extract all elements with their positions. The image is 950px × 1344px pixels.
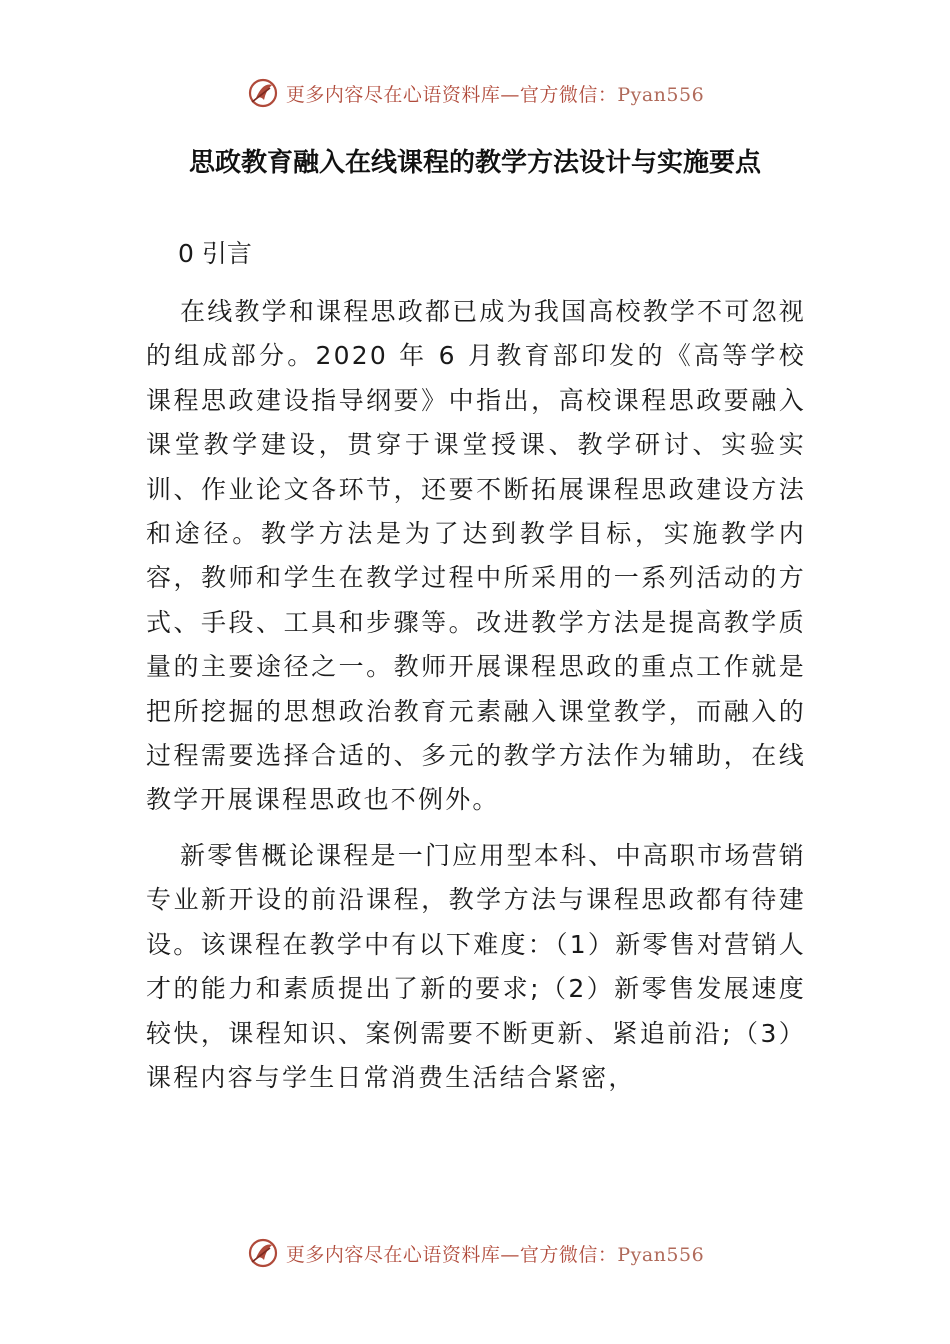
header-banner-text	[286, 80, 704, 107]
header-banner	[0, 76, 950, 110]
paragraph: 新零售概论课程是一门应用型本科、中高职市场营销专业新开设的前沿课程，教学方法与课程思政都有待建设。该课程在教学中有以下难度：（1）新零售对营销人才的能力和素质提出了新的要求;（2）新零售发展速度较快，课程知识、案例需要不断更新、紧追前沿;（3）课程内容与学生日常消费生活结合紧密，	[146, 841, 806, 1093]
paragraph: 在线教学和课程思政都已成为我国高校教学不可忽视的组成部分。2020 年 6 月教育部印发的《高等学校课程思政建设指导纲要》中指出，高校课程思政要融入课堂教学建设，贯穿于课堂授课、教学研讨、实验实训、作业论文各环节，还要不断拓展课程思政建设方法和途径。教学方法是为了达到教学目标，实施教学内容，教师和学生在教学过程中所采用的一系列活动的方式、手段、工具和步骤等。改进教学方法是提高教学质量的主要途径之一。教师开展课程思政的重点工作就是把所挖掘的思想政治教育元素融入课堂教学，而融入的过程需要选择合适的、多元的教学方法作为辅助，在线教学开展课程思政也不例外。	[146, 297, 806, 815]
brand-logo-icon	[246, 76, 280, 110]
document-title: 思政教育融入在线课程的教学方法设计与实施要点	[188, 148, 761, 178]
footer-banner-label: 更多内容尽在心语资料库—官方微信：	[285, 1243, 618, 1266]
brand-logo-icon	[246, 1236, 280, 1270]
footer-banner	[0, 1236, 950, 1270]
footer-banner-text	[286, 1240, 704, 1267]
footer-wechat-id: Pyan556	[617, 1243, 705, 1266]
section-heading: 0 引言	[178, 239, 252, 268]
header-wechat-id: Pyan556	[617, 83, 705, 106]
header-banner-label: 更多内容尽在心语资料库—官方微信：	[285, 83, 618, 106]
